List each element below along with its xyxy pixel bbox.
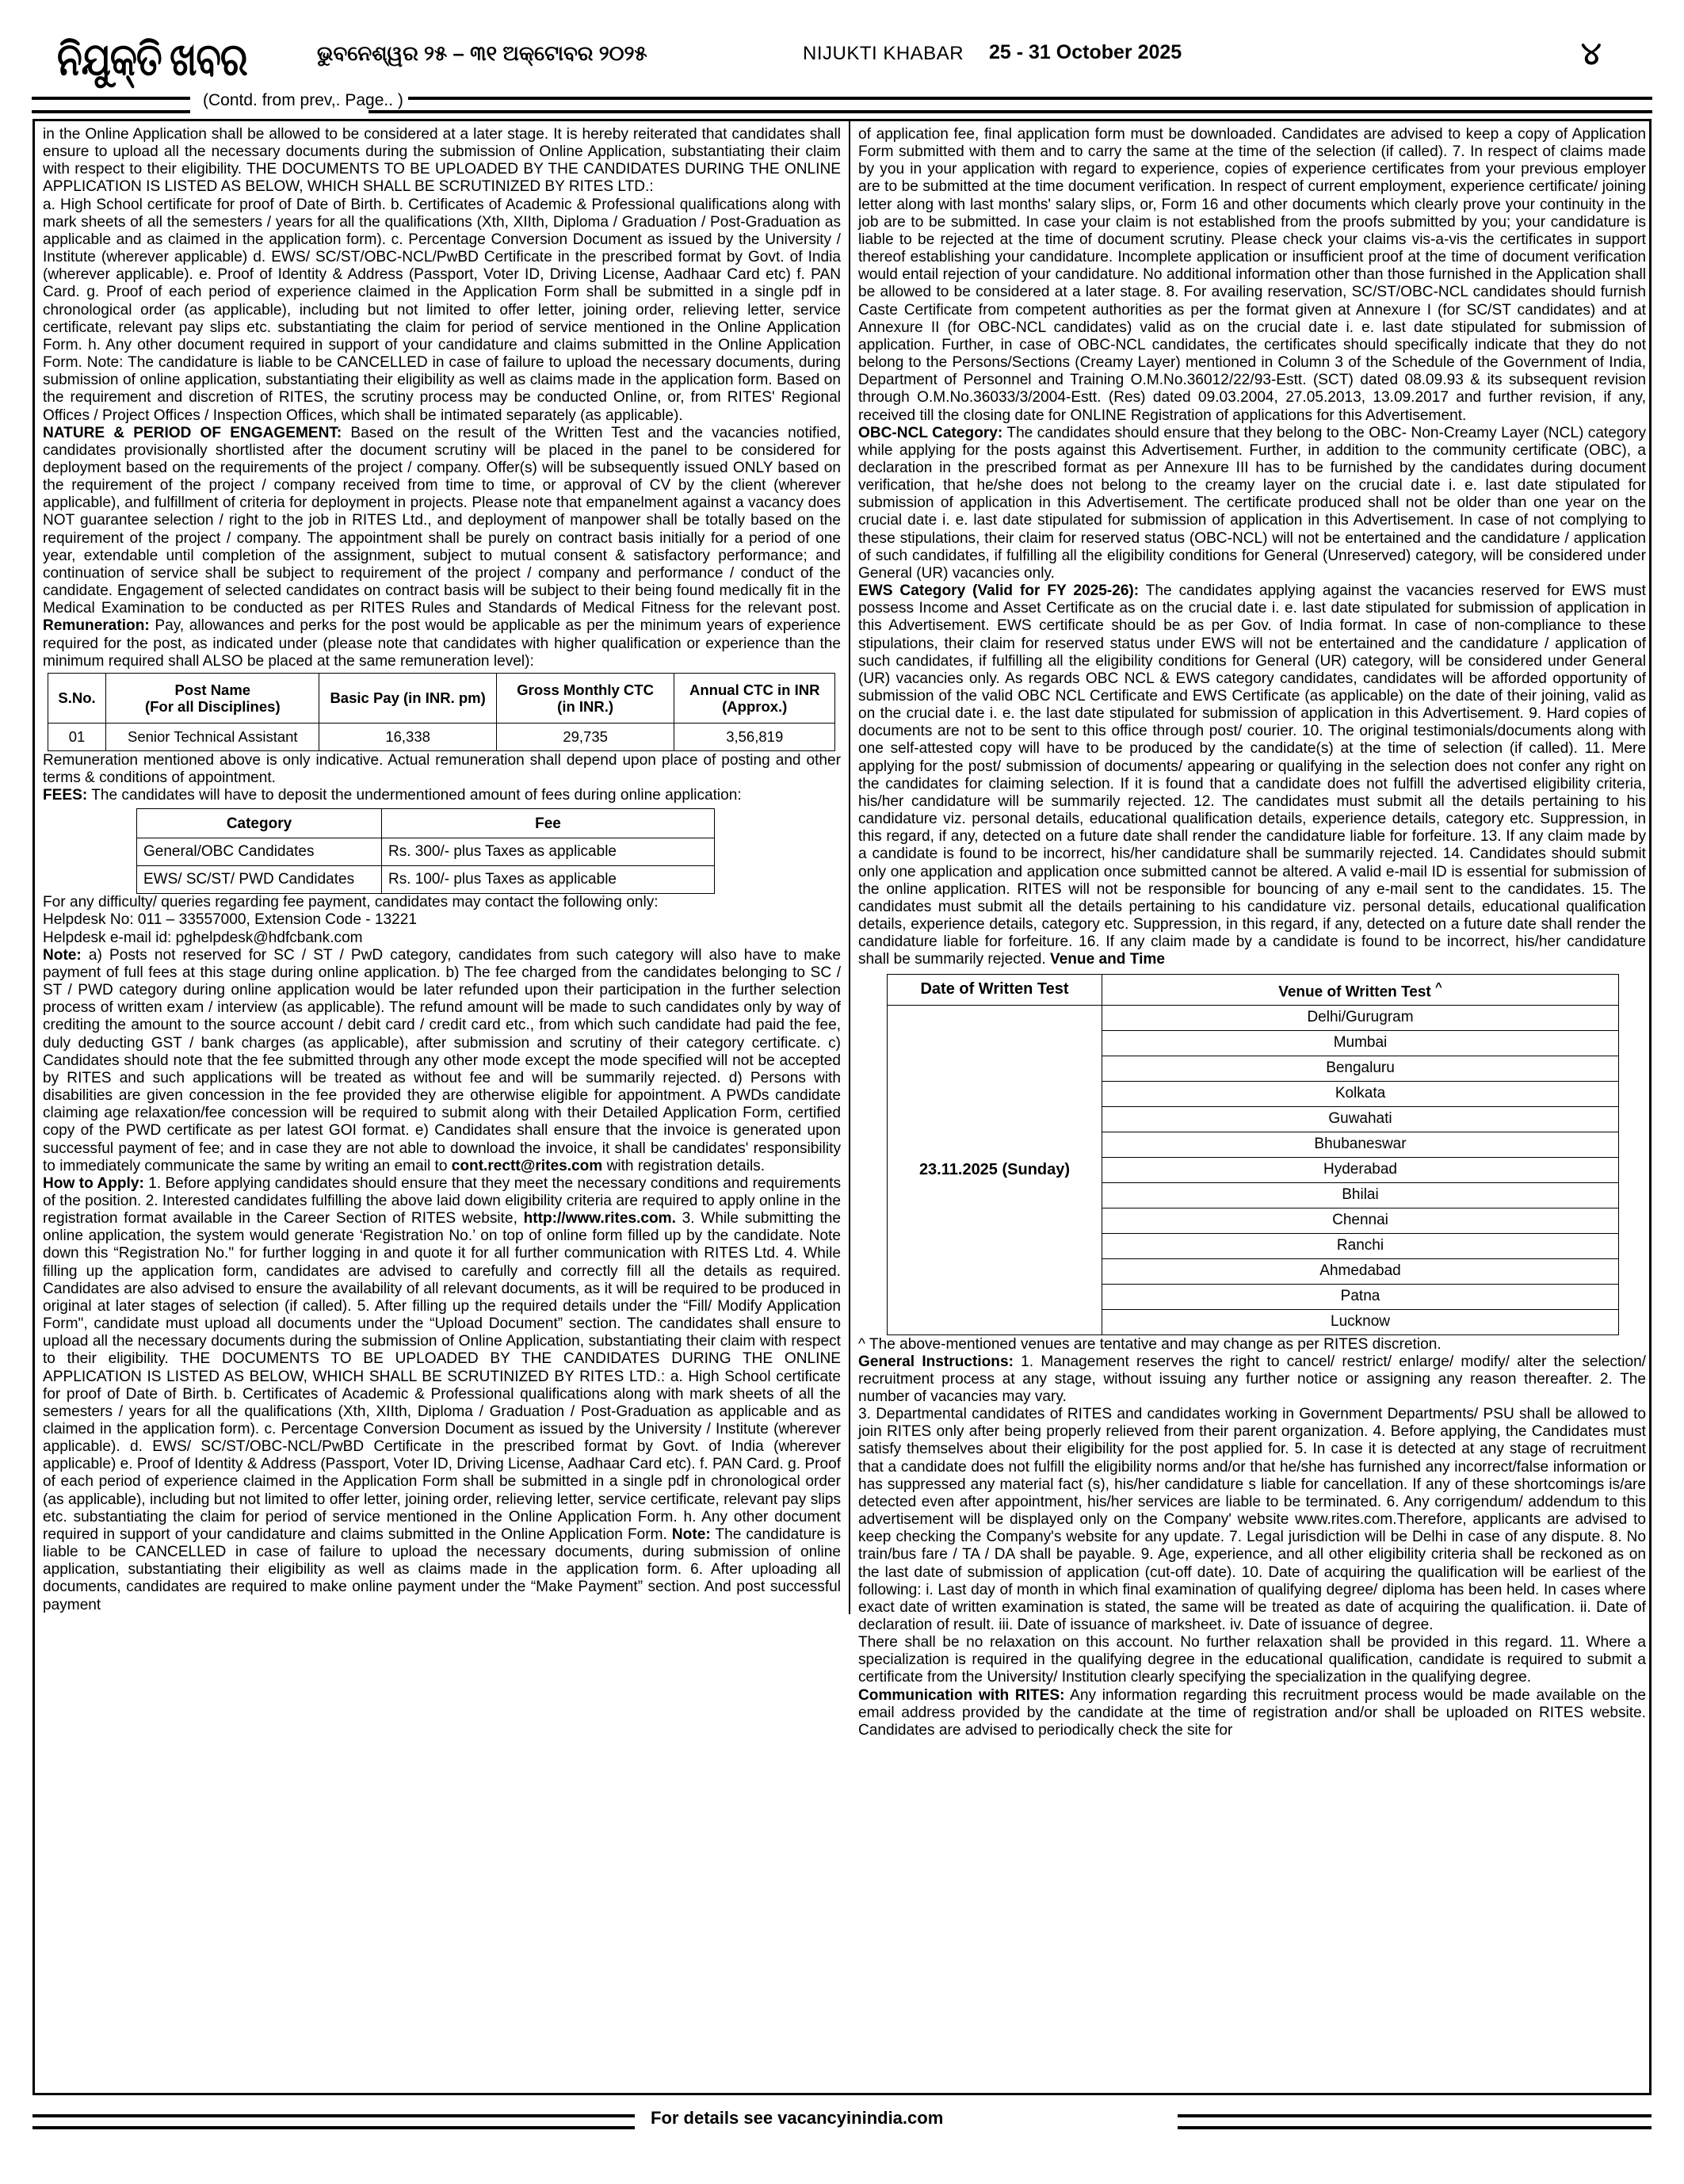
fees-note-tail: with registration details. [602,1157,766,1174]
table-header-row [137,809,715,838]
cell-venue: Ahmedabad [1102,1258,1619,1284]
col-header-fee: Fee [382,809,715,838]
nature-period-paragraph [43,425,841,670]
col-header-annual-ctc-l2: (Approx.) [722,697,788,715]
left-column [35,121,850,1614]
how-to-apply-body-3: The candidature is liable to be CANCELLED in case of failure to upload the necessary documents, during submission of online application, substantiating their eligibility as well as claims made in the application form. 6. After uploading all documents, candidates are required to make online payment under the “Make Payment” section. And post successful payment [43,1525,842,1613]
rule-left [32,97,190,113]
communication-body: Any information regarding this recruitment process would be made available on the email address provided by the candidate at the time of registration and/or shall be uploaded on RITES website. Candidates are advised to periodically check the site for [858,1686,1647,1739]
col-header-post-name-l2: (For all Disciplines) [144,697,281,715]
table-row [137,838,715,866]
table-row [48,723,835,750]
remuneration-heading: Remuneration: [43,617,150,635]
communication-heading: Communication with RITES: [858,1686,1065,1704]
left-para-1: in the Online Application shall be allowed to be considered at a later stage. It is hereby reiterated that candidates shall ensure to upload all the necessary documents during the submission of Online Application, substantiating their claim with respect to their eligibility. THE DOCUMENTS TO BE UPLOADED BY THE CANDIDATES DURING THE ONLINE APPLICATION IS LISTED AS BELOW, WHICH SHALL BE SCRUTINIZED BY RITES LTD.: [43,126,841,196]
table-row [888,1005,1619,1030]
cell-venue: Chennai [1102,1208,1619,1233]
col-header-basic-pay: Basic Pay (in INR. pm) [319,673,496,723]
col-header-gross-ctc-l2: (in INR.) [557,697,614,715]
cell-annual-ctc: 3,56,819 [674,723,835,750]
table-row [137,866,715,894]
col-header-post-name-l1: Post Name [174,681,251,698]
right-column [850,121,1654,1739]
venue-rows [888,1005,1619,1334]
venue-table [887,974,1619,1335]
masthead-paper-name: NIJUKTI KHABAR [803,43,964,64]
col-header-post-name [106,673,319,723]
continued-from-bar [32,92,1652,116]
col-header-annual-ctc [674,673,835,723]
general-instructions-body: 1. Management reserves the right to cancel/ restrict/ enlarge/ modify/ alter the selection/ recruitment process at any stage, without issuing any further notice or assigning any reason thereafter. 2. The number of vacancies may vary. [858,1353,1646,1405]
cell-venue: Bhubaneswar [1102,1132,1619,1157]
how-to-apply-body-2: 3. While submitting the online application, the system would generate ‘Registration No.’ on top of online form filled up by the candidate. Note down this “Registration No." for further logging in and quote it for all further communication with RITES Ltd. 4. While filling up the application form, candidates are advised to carefully and correctly fill all the details as required. Candidates are also advised to ensure the availability of all relevant documents, as it will be required to be produced in original at later stages of selection (if called). 5. After filling up the required details under the “Fill/ Modify Application Form", candidate must upload all documents under the “Upload Document” section. The candidates shall ensure to upload all the necessary documents during the submission of Online Application, substantiating their claim with respect to their eligibility. THE DOCUMENTS TO BE UPLOADED BY THE CANDIDATES DURING THE ONLINE APPLICATION IS LISTED AS BELOW, WHICH SHALL BE SCRUTINIZED BY RITES LTD.: a. High School certificate for proof of Date of Birth. b. Certificates of Academic & Professional qualifications along with mark sheets of all the semesters / years for all the qualifications (Xth, XIIth, Diploma / Graduation / Post-Graduation as applicable and as claimed in the application form). c. Percentage Conversion Document as issued by the University / Institute (wherever applicable). d. EWS/ SC/ST/OBC-NCL/PwBD Certificate in the prescribed format by Govt. of India (wherever applicable) e. Proof of Identity & Address (Passport, Voter ID, Driving License, Aadhaar Card etc). f. PAN Card. g. Proof of each period of experience claimed in the Application Form shall be submitted in a single pdf in chronological order (as applicable), including but not limited to offer letter, joining order, relieving letter, service certificate, relevant pay slips etc. substantiating the claim for period of service mentioned in the Online Application Form. h. Any other document required in support of your candidature and claims submitted in the Online Application Form. [43,1210,842,1543]
venue-time-heading: Venue and Time [1049,951,1165,968]
footer-credit: For details see vacancyinindia.com [651,2108,944,2128]
ews-paragraph [858,582,1646,968]
cell-fee-ews: Rs. 100/- plus Taxes as applicable [382,866,715,894]
cell-category-ews: EWS/ SC/ST/ PWD Candidates [137,866,382,894]
masthead-place-date-odia: ଭୁବନେଶ୍ୱର ୨୫ – ୩୧ ଅକ୍ଟୋବର ୨୦୨୫ [317,41,647,65]
cell-venue: Delhi/Gurugram [1102,1005,1619,1030]
article-frame [32,119,1652,2095]
how-to-apply-paragraph [43,1175,841,1614]
col-header-gross-ctc [496,673,674,723]
rule-right [368,97,1652,113]
left-para-2: a. High School certificate for proof of Date of Birth. b. Certificates of Academic & Professional qualifications along with mark sheets of all the semesters / years for all the qualifications (Xth, XIIth, Diploma / Graduation / Post-Graduation as applicable and as claimed in the application form). c. Percentage Conversion Document as issued by the University / Institute (wherever applicable) d. EWS/ SC/ST/OBC-NCL/PwBD Certificate in the prescribed format by Govt. of India (wherever applicable). e. Proof of Identity & Address (Passport, Voter ID, Driving License, Aadhaar Card etc) f. PAN Card. g. Proof of each period of experience claimed in the Application Form shall be submitted in a single pdf in chronological order (as applicable), including but not limited to offer letter, joining order, relieving letter, service certificate, relevant pay slips etc. substantiating the claim for period of service mentioned in the Online Application Form. h. Any other document required in support of your candidature and claims submitted in the Online Application Form. Note: The candidature is liable to be CANCELLED in case of failure to upload the necessary documents, during submission of online application, substantiating their eligibility as well as claims made in the application form. Based on the requirement and discretion of RITES, the scrutiny process may be conducted Online, or, from RITES' Regional Offices / Project Offices / Inspection Offices, which shall be intimated separately (as applicable). [43,196,841,424]
helpdesk-email: Helpdesk e-mail id: pghelpdesk@hdfcbank.com [43,929,363,946]
cell-venue: Bengaluru [1102,1056,1619,1081]
col-header-category: Category [137,809,382,838]
how-to-apply-heading: How to Apply: [43,1174,144,1192]
fees-note-heading: Note: [43,946,82,964]
cell-venue: Hyderabad [1102,1157,1619,1182]
how-to-apply-body-1: 1. Before applying candidates should ensure that they meet the necessary conditions and requirements of the position. 2. Interested candidates fulfilling the above laid down eligibility criteria are required to apply online in the registration format available in the Career Section of RITES website, [43,1174,841,1228]
general-instructions-body-3: There shall be no relaxation on this account. No further relaxation shall be provided in this regard. 11. Where a specialization is required in the qualifying degree in the educational qualification, candidate is required to submit a certificate from the University/ Institution clearly specifying the specialization in the qualifying degree. [858,1634,1646,1686]
cell-venue: Lucknow [1102,1309,1619,1334]
cell-venue: Mumbai [1102,1030,1619,1056]
right-para-1: of application fee, final application form must be downloaded. Candidates are advised to keep a copy of Application Form submitted with them and to carry the same at the time of the selection (if called). 7. In respect of claims made by you in your application with regard to experience, copies of experience certificates from your previous employer are to be submitted at the time document verification. In respect of current employment, experience certificate/ joining letter along with last months' salary slips, or, Form 16 and other documents which clearly prove your continuity in the job are to be submitted. In case your claim is not established from the proofs submitted by you; your candidature is liable to be rejected at the time of document scrutiny. Please check your claims vis-a-vis the certificates in support thereof establishing your candidature. Incomplete application or insufficient proof at the time of document verification would entail rejection of your candidature. No additional information other than those furnished in the Application shall be allowed to be considered at a later stage. 8. For availing reservation, SC/ST/OBC-NCL candidates should furnish Caste Certificate from competent authorities as per the format given at Annexure I (for SC/ST candidates) and at Annexure II (for OBC-NCL candidates) valid as on the crucial date i. e. last date stipulated for submission of application. Further, in case of OBC-NCL candidates, the certificates should specifically indicate that they do not belong to the Persons/Sections (Creamy Layer) mentioned in Column 3 of the Schedule of the Government of India, Department of Personnel and Training O.M.No.36012/22/93-Estt. (SCT) dated 08.09.93 & its subsequent revision through O.M.No.36033/3/2004-Estt. (Res) dated 09.03.2004, 27.05.2013, 13.09.2017 and further revision, if any, received till the closing date for ONLINE Registration of applications for this Advertisement. [858,126,1646,424]
cell-category-general: General/OBC Candidates [137,838,382,866]
general-instructions-heading: General Instructions: [858,1353,1014,1370]
fees-body: The candidates will have to deposit the undermentioned amount of fees during online application: [87,787,742,804]
footer-rule-right [1178,2114,1652,2129]
table-header-row [888,974,1619,1005]
general-instructions-paragraph [858,1354,1646,1406]
col-header-date-of-written-test: Date of Written Test [888,974,1102,1005]
contact-email: cont.rectt@rites.com [451,1157,603,1174]
masthead-issue-date: 25 - 31 October 2025 [989,41,1182,63]
cell-post-name: Senior Technical Assistant [106,723,319,750]
table-header-row [48,673,835,723]
obc-ncl-heading: OBC-NCL Category: [858,424,1003,441]
cell-venue: Guwahati [1102,1106,1619,1132]
obc-ncl-body: The candidates should ensure that they belong to the OBC- Non-Creamy Layer (NCL) category while applying for the posts against this Advertisement. Further, in addition to the community certificate (OBC), a declaration in the prescribed format as per Annexure III has to be furnished by the candidates during document verification, that he/she does not belong to the creamy layer on the crucial date i. e. last date stipulated for submission of application in this Advertisement. The certificate produced shall not be older than one year on the crucial date i. e. last date stipulated for submission of application in this Advertisement. In case of not complying to these stipulations, their claim for reserved status (OBC-NCL) will not be entertained and the candidature / application of such candidates, if fulfilling all the eligibility conditions for General (Unreserved) category, will be considered under General (UR) vacancies only. [858,424,1647,582]
col-header-annual-ctc-l1: Annual CTC in INR [689,681,820,698]
remuneration-note: Remuneration mentioned above is only indicative. Actual remuneration shall depend upon place of posting and other terms & conditions of appointment. [43,751,841,786]
col-header-gross-ctc-l1: Gross Monthly CTC [517,681,654,698]
cell-fee-general: Rs. 300/- plus Taxes as applicable [382,838,715,866]
fees-table [136,808,715,894]
cell-venue: Ranchi [1102,1233,1619,1258]
cell-venue: Bhilai [1102,1182,1619,1208]
venue-footnote: ^ The above-mentioned venues are tentative and may change as per RITES discretion. [858,1335,1442,1353]
cell-date-of-written-test: 23.11.2025 (Sunday) [888,1005,1102,1334]
cell-sno: 01 [48,723,106,750]
helpdesk-intro: For any difficulty/ queries regarding fee payment, candidates may contact the following only: [43,894,659,911]
fees-note-body: a) Posts not reserved for SC / ST / PwD category, candidates from such category will also have to make payment of full fees at this stage during online application. b) The fee charged from the candidates belonging to SC / ST / PWD category during online application would be later refunded upon their participation in the further selection process of written exam / interview (as applicable). The refund amount will be made to such candidates only by way of crediting the amount to the source account / debit card / credit card etc., from which such candidate had paid the fee, duly deducting GST / bank charges (as applicable), after submission and scrutiny of their category certificate. c) Candidates should note that the fee submitted through any other mode except the mode specified will not be accepted by RITES and such applications will be treated as without fee and will be summarily rejected. d) Persons with disabilities are given concession in the fee provided they are otherwise eligible for appointment. A PWDs candidate claiming age relaxation/fee concession will be required to submit along with their Detailed Application Form, certified copy of the PWD certificate as per latest GOI format. e) Candidates shall ensure that the invoice is generated upon successful payment of fee; and in case they are not able to download the invoice, it shall be candidates' responsibility to immediately communicate the same by writing an email to [43,946,841,1174]
nature-period-heading: NATURE & PERIOD OF ENGAGEMENT: [43,424,342,441]
footer [32,2105,1652,2136]
footnote-marker: ^ [1435,979,1442,994]
masthead [0,35,1684,84]
publication-logo: ନିଯୁକ୍ତି ଖବର [57,34,247,85]
page-number: ୪ [1581,36,1602,71]
cell-gross-ctc: 29,735 [496,723,674,750]
fees-heading: FEES: [43,787,88,804]
cell-venue: Kolkata [1102,1081,1619,1106]
cell-basic-pay: 16,338 [319,723,496,750]
rites-website-link: http://www.rites.com. [523,1210,676,1228]
cell-venue: Patna [1102,1284,1619,1309]
ews-heading: EWS Category (Valid for FY 2025-26): [858,582,1140,600]
col-header-sno: S.No. [48,673,106,723]
fees-paragraph [43,787,841,804]
continued-label: (Contd. from prev,. Page.. ) [198,91,408,110]
ews-body: The candidates applying against the vacancies reserved for EWS must possess Income and Asset Certificate as on the crucial date i. e. last date stipulated for submission of application in this Advertisement. EWS certificate should be as per Gov. of India format. In case of non-compliance to these stipulations, their claim for reserved status under EWS will not be entertained and the candidature / application of such candidates, if fulfilling all the eligibility conditions for General (UR) category, will be considered under General (UR) vacancies only. As regards OBC NCL & EWS category candidates, candidates will be afforded opportunity of submission of the valid OBC NCL Certificate and EWS Certificate (as applicable) on the date of their joining, valid as on the crucial date i. e. the last date stipulated for submission of application in this Advertisement. 9. Hard copies of documents are not to be sent to this office through post/ courier. 10. The original testimonials/documents along with one self-attested copy will have to be produced by the candidate(s) at the time of selection (if called). 11. Mere applying for the post/ submission of documents/ appearing or qualifying in the selection does not confer any right on the candidates for claiming selection. If it is found that a candidate does not fulfill the advertised eligibility criteria, his/her candidature will be summarily rejected. 12. The candidates must submit all the details pertaining to his candidature viz. personal details, educational qualification details, experience details, category etc. Suppression, in this regard, if any, detected on a future date shall render the candidature liable for forfeiture. 13. If any claim made by a candidate is found to be incorrect, his/her candidature shall be summarily rejected. 14. Candidates should submit only one application and application once submitted cannot be altered. A valid e-mail ID is essential for submission of the online application. RITES will not be responsible for bouncing of any e-mail sent to the candidates. 15. The candidates must submit all the details pertaining to his candidature viz. personal details, educational qualification details, experience details, category etc. Suppression, in this regard, if any, detected on a future date shall render the candidature liable for forfeiture. 16. If any claim made by a candidate is found to be incorrect, his/her candidature shall be summarily rejected. [858,582,1646,968]
footer-rule-left [32,2114,635,2129]
remuneration-body: Pay, allowances and perks for the post would be applicable as per the minimum years of experience required for the post, as indicated under (please note that candidates with higher qualification or experience than the minimum required shall ALSO be placed at the same remuneration level): [43,617,841,670]
col-header-venue-of-written-test: Venue of Written Test ^ [1102,974,1619,1005]
how-to-apply-note-heading: Note: [671,1525,711,1543]
helpdesk-number: Helpdesk No: 011 – 33557000, Extension Code - 13221 [43,911,418,929]
general-instructions-body-2: 3. Departmental candidates of RITES and candidates working in Government Departments/ PSU shall be allowed to join RITES only after being properly relieved from their parent organization. 4. Before applying, the Candidates must satisfy themselves about their eligibility for the post applied for. 5. In case it is detected at any stage of recruitment that a candidate does not fulfill the eligibility norms and/or that he/she has furnished any incorrect/false information or has suppressed any material fact (s), his/her candidature s liable for cancellation. If any of these shortcomings is/are detected even after appointment, his/her services are liable to be terminated. 6. Any corrigendum/ addendum to this advertisement will be displayed only on the Company' website www.rites.com.Therefore, applicants are advised to keep checking the Company's website for any update. 7. Legal jurisdiction will be Delhi in case of any dispute. 8. No train/bus fare / TA / DA shall be payable. 9. Age, experience, and all other eligibility criteria shall be reckoned as on the last date of submission of application (cut-off date). 10. Date of acquiring the qualification will be earliest of the following: i. Last day of month in which final examination of qualifying degree/ diploma has been held. In cases where exact date of written examination is stated, the same will be treated as date of acquiring the qualification. ii. Date of declaration of result. iii. Date of issuance of marksheet. iv. Date of issuance of degree. [858,1406,1646,1633]
remuneration-table [48,673,835,751]
nature-period-body: Based on the result of the Written Test and the vacancies notified, candidates provisionally shortlisted after the document scrutiny will be placed in the panel to be considered for deployment based on the requirements of the project / company. Offer(s) will be subsequently issued ONLY based on the requirement of the project / company received from time to time, or approval of CV by the client (wherever applicable), and fulfillment of criteria for deployment in projects. Please note that empanelment against a vacancy does NOT guarantee selection / right to the job in RITES Ltd., and deployment of manpower shall be totally based on the requirement of the project / company. The appointment shall be purely on contract basis initially for a period of one year, extendable until completion of the assignment, subject to mutual consent & satisfactory performance; and continuation of service shall be subject to requirement of the project / company and performance / conduct of the candidate. Engagement of selected candidates on contract basis will be subject to their being found medically fit in the Medical Examination to be conducted as per RITES Rules and Standards of Medical Fitness for the relevant post. [43,424,842,617]
fees-note-paragraph [43,947,841,1175]
communication-paragraph [858,1687,1646,1739]
obc-ncl-paragraph [858,425,1646,582]
